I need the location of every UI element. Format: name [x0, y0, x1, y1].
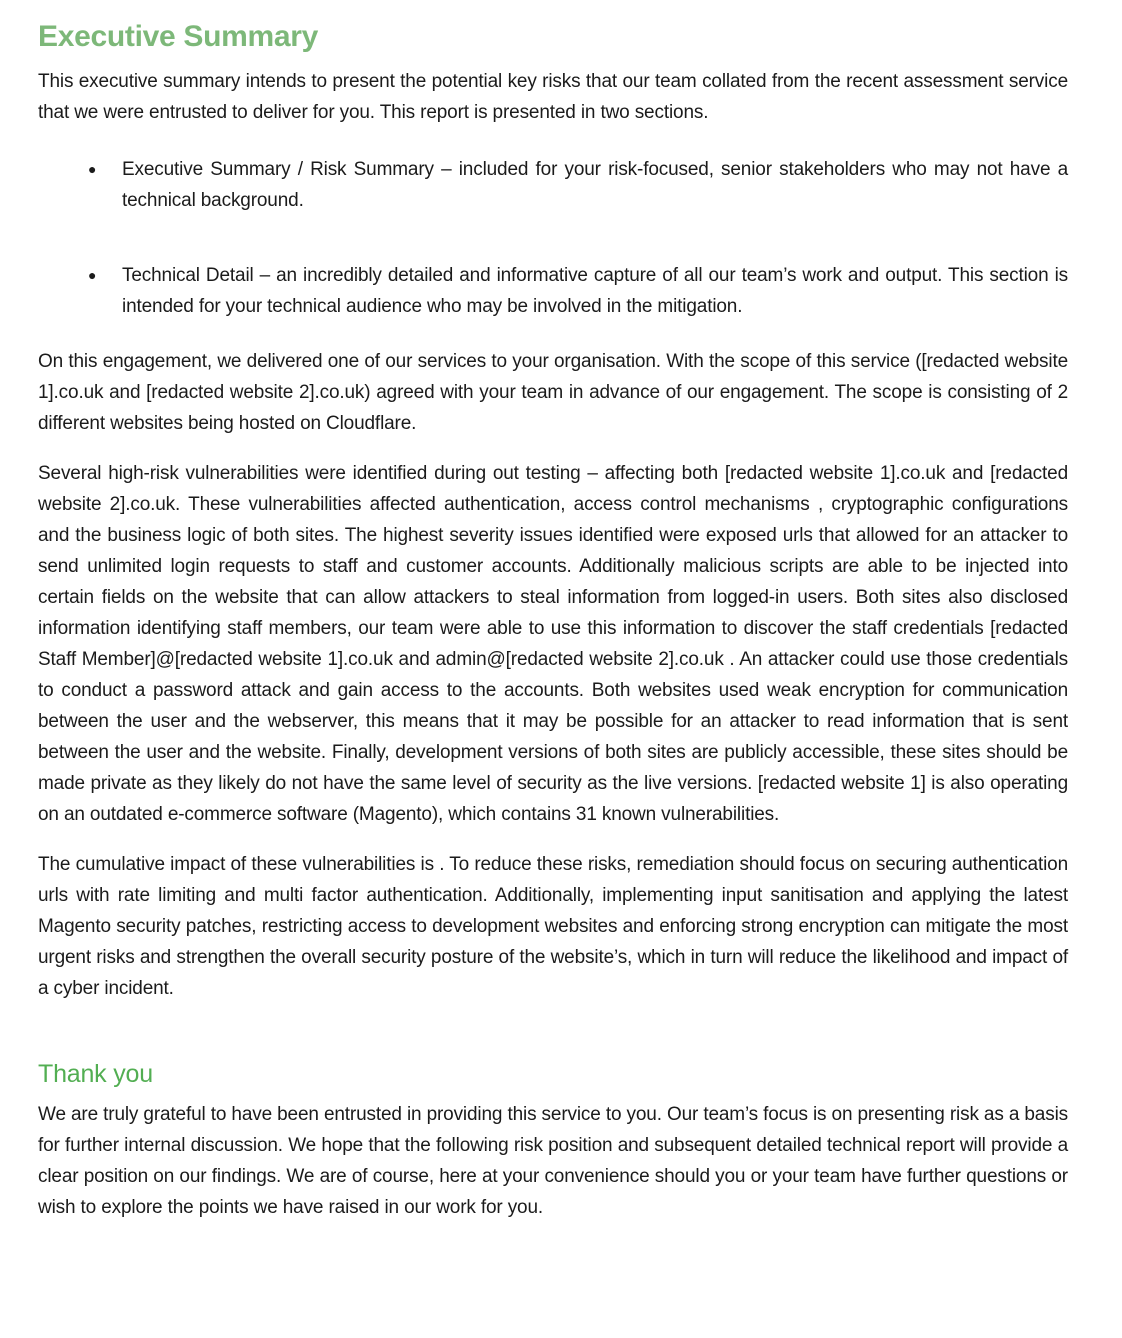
list-item — [38, 154, 1068, 216]
bullet-text-technical-detail: Technical Detail – an incredibly detailed and informative capture of all our team’s work and output. This section is intended for your technical audience who may be involved in the mitigation. — [122, 265, 1068, 317]
bullet-icon: ● — [88, 161, 97, 177]
summary-bullet-list — [38, 154, 1068, 322]
remediation-paragraph: The cumulative impact of these vulnerabilities is . To reduce these risks, remediation should focus on securing authentication urls with rate limiting and multi factor authentication. Additionally, implementing input sanitisation and applying the latest Magento security patches, restricting access to development websites and enforcing strong encryption can mitigate the most urgent risks and strengthen the overall security posture of the website’s, which in turn will reduce the likelihood and impact of a cyber incident. — [38, 854, 1068, 999]
intro-paragraph: This executive summary intends to present the potential key risks that our team collated from the recent assessment service that we were entrusted to deliver for you. This report is presented in two sections. — [38, 71, 1068, 123]
bullet-text-risk-summary: Executive Summary / Risk Summary – included for your risk-focused, senior stakeholders who may not have a technical background. — [122, 159, 1068, 211]
thank-you-heading: Thank you — [38, 1060, 153, 1088]
closing-paragraph: We are truly grateful to have been entrusted in providing this service to you. Our team’s focus is on presenting risk as a basis for further internal discussion. We hope that the following risk position and subsequent detailed technical report will provide a clear position on our findings. We are of course, here at your convenience should you or your team have further questions or wish to explore the points we have raised in our work for you. — [38, 1104, 1068, 1218]
list-item — [38, 260, 1068, 322]
engagement-scope-paragraph: On this engagement, we delivered one of our services to your organisation. With the scope of this service ([redacted website 1].co.uk and [redacted website 2].co.uk) agreed with your team in advance of our engagement. The scope is consisting of 2 different websites being hosted on Cloudflare. — [38, 351, 1068, 434]
vulnerabilities-findings-paragraph: Several high-risk vulnerabilities were identified during out testing – affecting both [redacted website 1].co.uk and [redacted website 2].co.uk. These vulnerabilities affected authentication, access control mechanisms , cryptographic configurations and the business logic of both sites. The highest severity issues identified were exposed urls that allowed for an attacker to send unlimited login requests to staff and customer accounts. Additionally malicious scripts are able to be injected into certain fields on the website that can allow attackers to steal information from logged-in users. Both sites also disclosed information identifying staff members, our team were able to use this information to discover the staff credentials [redacted Staff Member]@[redacted website 1].co.uk and admin@[redacted website 2].co.uk . An attacker could use those credentials to conduct a password attack and gain access to the accounts. Both websites used weak encryption for communication between the user and the webserver, this means that it may be possible for an attacker to read information that is sent between the user and the website. Finally, development versions of both sites are publicly accessible, these sites should be made private as they likely do not have the same level of security as the live versions. [redacted website 1] is also operating on an outdated e-commerce software (Magento), which contains 31 known vulnerabilities. — [38, 463, 1068, 825]
executive-summary-heading: Executive Summary — [38, 20, 319, 53]
bullet-icon: ● — [88, 267, 97, 283]
